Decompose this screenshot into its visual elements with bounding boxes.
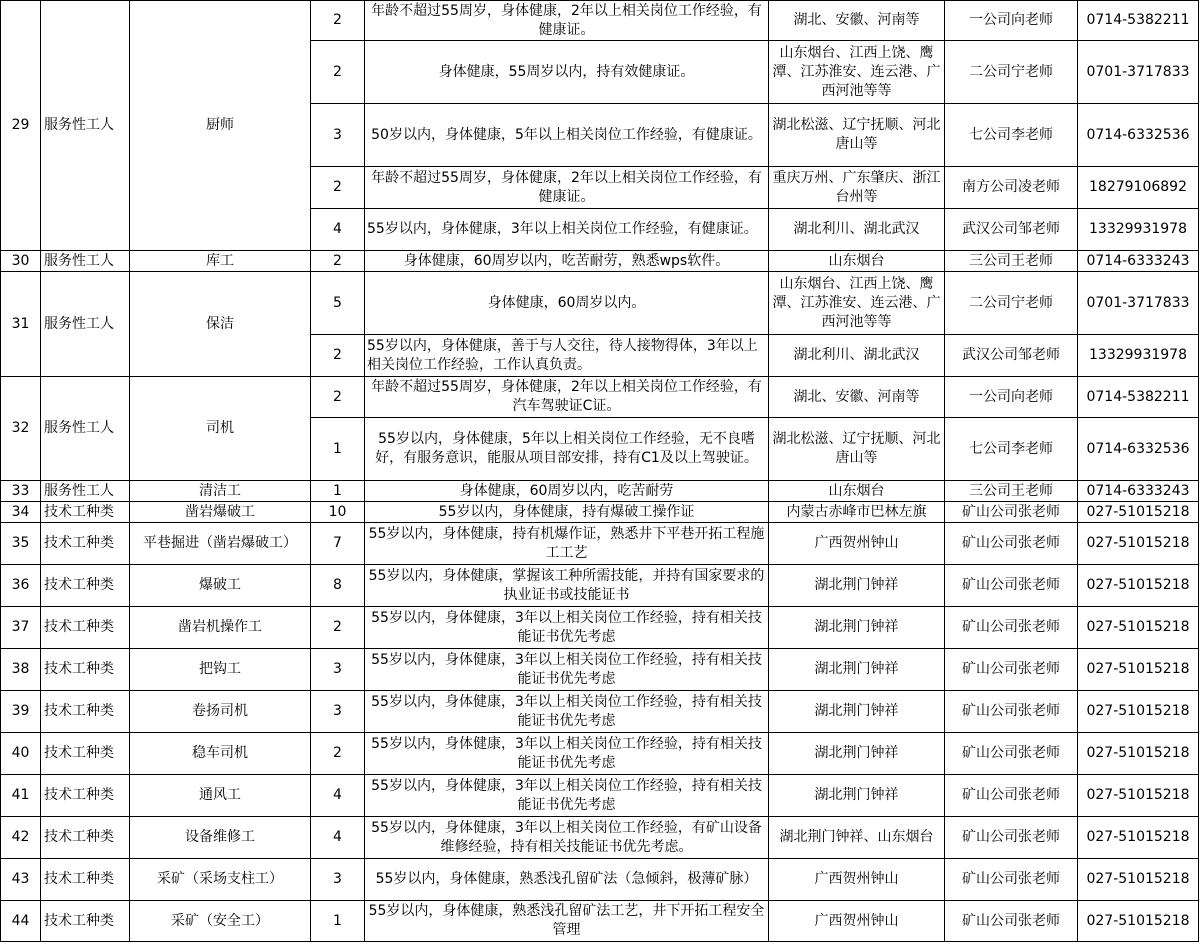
category-cell: 服务性工人 xyxy=(41,272,130,377)
count-cell: 10 xyxy=(311,502,365,523)
requirement-cell: 55岁以内，身体健康，掌握该工种所需技能，并持有国家要求的执业证书或技能证书 xyxy=(365,565,769,607)
count-cell: 1 xyxy=(311,901,365,942)
row-number-cell: 43 xyxy=(1,859,41,901)
category-cell: 技术工种类 xyxy=(41,901,130,942)
contact-cell: 武汉公司邹老师 xyxy=(945,335,1078,377)
row-number-cell: 31 xyxy=(1,272,41,377)
requirement-cell: 50岁以内，身体健康，5年以上相关岗位工作经验，有健康证。 xyxy=(365,104,769,167)
contact-cell: 一公司向老师 xyxy=(945,1,1078,41)
table-row xyxy=(1,649,1199,691)
contact-cell: 矿山公司张老师 xyxy=(945,565,1078,607)
table-row xyxy=(1,481,1199,502)
contact-cell: 矿山公司张老师 xyxy=(945,775,1078,817)
contact-cell: 一公司向老师 xyxy=(945,377,1078,418)
phone-cell: 13329931978 xyxy=(1078,335,1199,377)
category-cell: 技术工种类 xyxy=(41,502,130,523)
location-cell: 湖北荆门钟祥 xyxy=(769,775,945,817)
post-cell: 司机 xyxy=(130,377,311,481)
contact-cell: 七公司李老师 xyxy=(945,104,1078,167)
count-cell: 2 xyxy=(311,1,365,41)
table-row xyxy=(1,817,1199,859)
row-number-cell: 34 xyxy=(1,502,41,523)
post-cell: 把钩工 xyxy=(130,649,311,691)
requirement-cell: 55岁以内，身体健康，3年以上相关岗位工作经验，持有相关技能证书优先考虑 xyxy=(365,733,769,775)
category-cell: 技术工种类 xyxy=(41,817,130,859)
phone-cell: 0714-6332536 xyxy=(1078,104,1199,167)
category-cell: 服务性工人 xyxy=(41,251,130,272)
requirement-cell: 55岁以内，身体健康，5年以上相关岗位工作经验，无不良嗜好，有服务意识，能服从项目部安排，持有C1及以上驾驶证。 xyxy=(365,418,769,481)
phone-cell: 027-51015218 xyxy=(1078,733,1199,775)
count-cell: 2 xyxy=(311,167,365,209)
phone-cell: 0714-6333243 xyxy=(1078,251,1199,272)
contact-cell: 三公司王老师 xyxy=(945,481,1078,502)
post-cell: 库工 xyxy=(130,251,311,272)
phone-cell: 0714-5382211 xyxy=(1078,1,1199,41)
count-cell: 2 xyxy=(311,41,365,104)
location-cell: 山东烟台、江西上饶、鹰潭、江苏淮安、连云港、广西河池等等 xyxy=(769,41,945,104)
requirement-cell: 55岁以内，身体健康，3年以上相关岗位工作经验，持有相关技能证书优先考虑 xyxy=(365,649,769,691)
category-cell: 技术工种类 xyxy=(41,649,130,691)
phone-cell: 027-51015218 xyxy=(1078,859,1199,901)
contact-cell: 三公司王老师 xyxy=(945,251,1078,272)
location-cell: 湖北荆门钟祥 xyxy=(769,733,945,775)
location-cell: 湖北荆门钟祥 xyxy=(769,607,945,649)
location-cell: 湖北荆门钟祥 xyxy=(769,649,945,691)
post-cell: 稳车司机 xyxy=(130,733,311,775)
location-cell: 湖北荆门钟祥、山东烟台 xyxy=(769,817,945,859)
post-cell: 通风工 xyxy=(130,775,311,817)
post-cell: 爆破工 xyxy=(130,565,311,607)
table-row xyxy=(1,502,1199,523)
table-row xyxy=(1,607,1199,649)
row-number-cell: 33 xyxy=(1,481,41,502)
table-row xyxy=(1,691,1199,733)
row-number-cell: 38 xyxy=(1,649,41,691)
post-cell: 凿岩机操作工 xyxy=(130,607,311,649)
location-cell: 重庆万州、广东肇庆、浙江台州等 xyxy=(769,167,945,209)
category-cell: 技术工种类 xyxy=(41,775,130,817)
phone-cell: 0714-6332536 xyxy=(1078,418,1199,481)
post-cell: 清洁工 xyxy=(130,481,311,502)
row-number-cell: 36 xyxy=(1,565,41,607)
count-cell: 3 xyxy=(311,691,365,733)
category-cell: 技术工种类 xyxy=(41,691,130,733)
contact-cell: 矿山公司张老师 xyxy=(945,607,1078,649)
count-cell: 2 xyxy=(311,335,365,377)
location-cell: 广西贺州钟山 xyxy=(769,859,945,901)
location-cell: 山东烟台 xyxy=(769,481,945,502)
post-cell: 采矿（安全工） xyxy=(130,901,311,942)
table-row xyxy=(1,272,1199,335)
table-row xyxy=(1,859,1199,901)
count-cell: 4 xyxy=(311,817,365,859)
requirement-cell: 身体健康，60周岁以内，吃苦耐劳 xyxy=(365,481,769,502)
requirement-cell: 身体健康，60周岁以内，吃苦耐劳，熟悉wps软件。 xyxy=(365,251,769,272)
contact-cell: 矿山公司张老师 xyxy=(945,817,1078,859)
category-cell: 服务性工人 xyxy=(41,1,130,251)
requirement-cell: 55岁以内，身体健康，熟悉浅孔留矿法工艺，井下开拓工程安全管理 xyxy=(365,901,769,942)
contact-cell: 矿山公司张老师 xyxy=(945,691,1078,733)
count-cell: 3 xyxy=(311,649,365,691)
contact-cell: 矿山公司张老师 xyxy=(945,859,1078,901)
requirement-cell: 55岁以内，身体健康，3年以上相关岗位工作经验，持有相关技能证书优先考虑 xyxy=(365,607,769,649)
category-cell: 技术工种类 xyxy=(41,733,130,775)
row-number-cell: 42 xyxy=(1,817,41,859)
requirement-cell: 55岁以内，身体健康，3年以上相关岗位工作经验，持有相关技能证书优先考虑 xyxy=(365,691,769,733)
count-cell: 7 xyxy=(311,523,365,565)
count-cell: 1 xyxy=(311,418,365,481)
count-cell: 3 xyxy=(311,859,365,901)
phone-cell: 027-51015218 xyxy=(1078,502,1199,523)
category-cell: 技术工种类 xyxy=(41,523,130,565)
table-row xyxy=(1,251,1199,272)
post-cell: 平巷掘进（凿岩爆破工） xyxy=(130,523,311,565)
requirement-cell: 55岁以内，身体健康，3年以上相关岗位工作经验，有矿山设备维修经验，持有相关技能证书优先考虑。 xyxy=(365,817,769,859)
contact-cell: 矿山公司张老师 xyxy=(945,649,1078,691)
location-cell: 湖北松滋、辽宁抚顺、河北唐山等 xyxy=(769,104,945,167)
category-cell: 服务性工人 xyxy=(41,481,130,502)
table-row xyxy=(1,733,1199,775)
post-cell: 厨师 xyxy=(130,1,311,251)
count-cell: 4 xyxy=(311,209,365,251)
requirement-cell: 身体健康，60周岁以内。 xyxy=(365,272,769,335)
location-cell: 湖北、安徽、河南等 xyxy=(769,1,945,41)
table-row xyxy=(1,901,1199,942)
phone-cell: 027-51015218 xyxy=(1078,901,1199,942)
requirement-cell: 年龄不超过55周岁，身体健康，2年以上相关岗位工作经验，有汽车驾驶证C证。 xyxy=(365,377,769,418)
count-cell: 2 xyxy=(311,733,365,775)
post-cell: 保洁 xyxy=(130,272,311,377)
row-number-cell: 39 xyxy=(1,691,41,733)
phone-cell: 027-51015218 xyxy=(1078,565,1199,607)
contact-cell: 二公司宁老师 xyxy=(945,272,1078,335)
row-number-cell: 44 xyxy=(1,901,41,942)
phone-cell: 18279106892 xyxy=(1078,167,1199,209)
phone-cell: 0701-3717833 xyxy=(1078,272,1199,335)
phone-cell: 13329931978 xyxy=(1078,209,1199,251)
post-cell: 卷扬司机 xyxy=(130,691,311,733)
count-cell: 4 xyxy=(311,775,365,817)
count-cell: 8 xyxy=(311,565,365,607)
location-cell: 湖北利川、湖北武汉 xyxy=(769,335,945,377)
requirement-cell: 55岁以内，身体健康，3年以上相关岗位工作经验，有健康证。 xyxy=(365,209,769,251)
phone-cell: 027-51015218 xyxy=(1078,775,1199,817)
post-cell: 凿岩爆破工 xyxy=(130,502,311,523)
location-cell: 内蒙古赤峰市巴林左旗 xyxy=(769,502,945,523)
requirement-cell: 年龄不超过55周岁，身体健康，2年以上相关岗位工作经验，有健康证。 xyxy=(365,167,769,209)
row-number-cell: 35 xyxy=(1,523,41,565)
contact-cell: 二公司宁老师 xyxy=(945,41,1078,104)
contact-cell: 南方公司凌老师 xyxy=(945,167,1078,209)
requirement-cell: 55岁以内，身体健康，熟悉浅孔留矿法（急倾斜，极薄矿脉） xyxy=(365,859,769,901)
contact-cell: 矿山公司张老师 xyxy=(945,502,1078,523)
phone-cell: 027-51015218 xyxy=(1078,817,1199,859)
location-cell: 湖北、安徽、河南等 xyxy=(769,377,945,418)
requirement-cell: 身体健康，55周岁以内，持有效健康证。 xyxy=(365,41,769,104)
contact-cell: 武汉公司邹老师 xyxy=(945,209,1078,251)
count-cell: 2 xyxy=(311,377,365,418)
post-cell: 设备维修工 xyxy=(130,817,311,859)
row-number-cell: 41 xyxy=(1,775,41,817)
location-cell: 山东烟台 xyxy=(769,251,945,272)
phone-cell: 027-51015218 xyxy=(1078,691,1199,733)
requirement-cell: 年龄不超过55周岁，身体健康，2年以上相关岗位工作经验，有健康证。 xyxy=(365,1,769,41)
count-cell: 3 xyxy=(311,104,365,167)
table-row xyxy=(1,565,1199,607)
location-cell: 湖北荆门钟祥 xyxy=(769,565,945,607)
phone-cell: 0701-3717833 xyxy=(1078,41,1199,104)
table-row xyxy=(1,1,1199,41)
contact-cell: 矿山公司张老师 xyxy=(945,901,1078,942)
requirement-cell: 55岁以内，身体健康，持有爆破工操作证 xyxy=(365,502,769,523)
count-cell: 2 xyxy=(311,251,365,272)
phone-cell: 027-51015218 xyxy=(1078,607,1199,649)
category-cell: 技术工种类 xyxy=(41,565,130,607)
table-row xyxy=(1,775,1199,817)
phone-cell: 027-51015218 xyxy=(1078,523,1199,565)
count-cell: 2 xyxy=(311,607,365,649)
contact-cell: 七公司李老师 xyxy=(945,418,1078,481)
location-cell: 广西贺州钟山 xyxy=(769,901,945,942)
table-row xyxy=(1,377,1199,418)
requirement-cell: 55岁以内，身体健康，3年以上相关岗位工作经验，持有相关技能证书优先考虑 xyxy=(365,775,769,817)
location-cell: 湖北松滋、辽宁抚顺、河北唐山等 xyxy=(769,418,945,481)
location-cell: 湖北利川、湖北武汉 xyxy=(769,209,945,251)
phone-cell: 0714-5382211 xyxy=(1078,377,1199,418)
location-cell: 山东烟台、江西上饶、鹰潭、江苏淮安、连云港、广西河池等等 xyxy=(769,272,945,335)
location-cell: 湖北荆门钟祥 xyxy=(769,691,945,733)
count-cell: 1 xyxy=(311,481,365,502)
post-cell: 采矿（采场支柱工） xyxy=(130,859,311,901)
contact-cell: 矿山公司张老师 xyxy=(945,733,1078,775)
phone-cell: 027-51015218 xyxy=(1078,649,1199,691)
row-number-cell: 40 xyxy=(1,733,41,775)
phone-cell: 0714-6333243 xyxy=(1078,481,1199,502)
row-number-cell: 32 xyxy=(1,377,41,481)
row-number-cell: 30 xyxy=(1,251,41,272)
requirement-cell: 55岁以内，身体健康，持有机爆作证，熟悉井下平巷开拓工程施工工艺 xyxy=(365,523,769,565)
category-cell: 技术工种类 xyxy=(41,607,130,649)
row-number-cell: 37 xyxy=(1,607,41,649)
count-cell: 5 xyxy=(311,272,365,335)
category-cell: 技术工种类 xyxy=(41,859,130,901)
requirement-cell: 55岁以内，身体健康，善于与人交往，待人接物得体，3年以上相关岗位工作经验，工作认真负责。 xyxy=(365,335,769,377)
location-cell: 广西贺州钟山 xyxy=(769,523,945,565)
category-cell: 服务性工人 xyxy=(41,377,130,481)
contact-cell: 矿山公司张老师 xyxy=(945,523,1078,565)
row-number-cell: 29 xyxy=(1,1,41,251)
table-row xyxy=(1,523,1199,565)
table-body xyxy=(1,1,1199,942)
